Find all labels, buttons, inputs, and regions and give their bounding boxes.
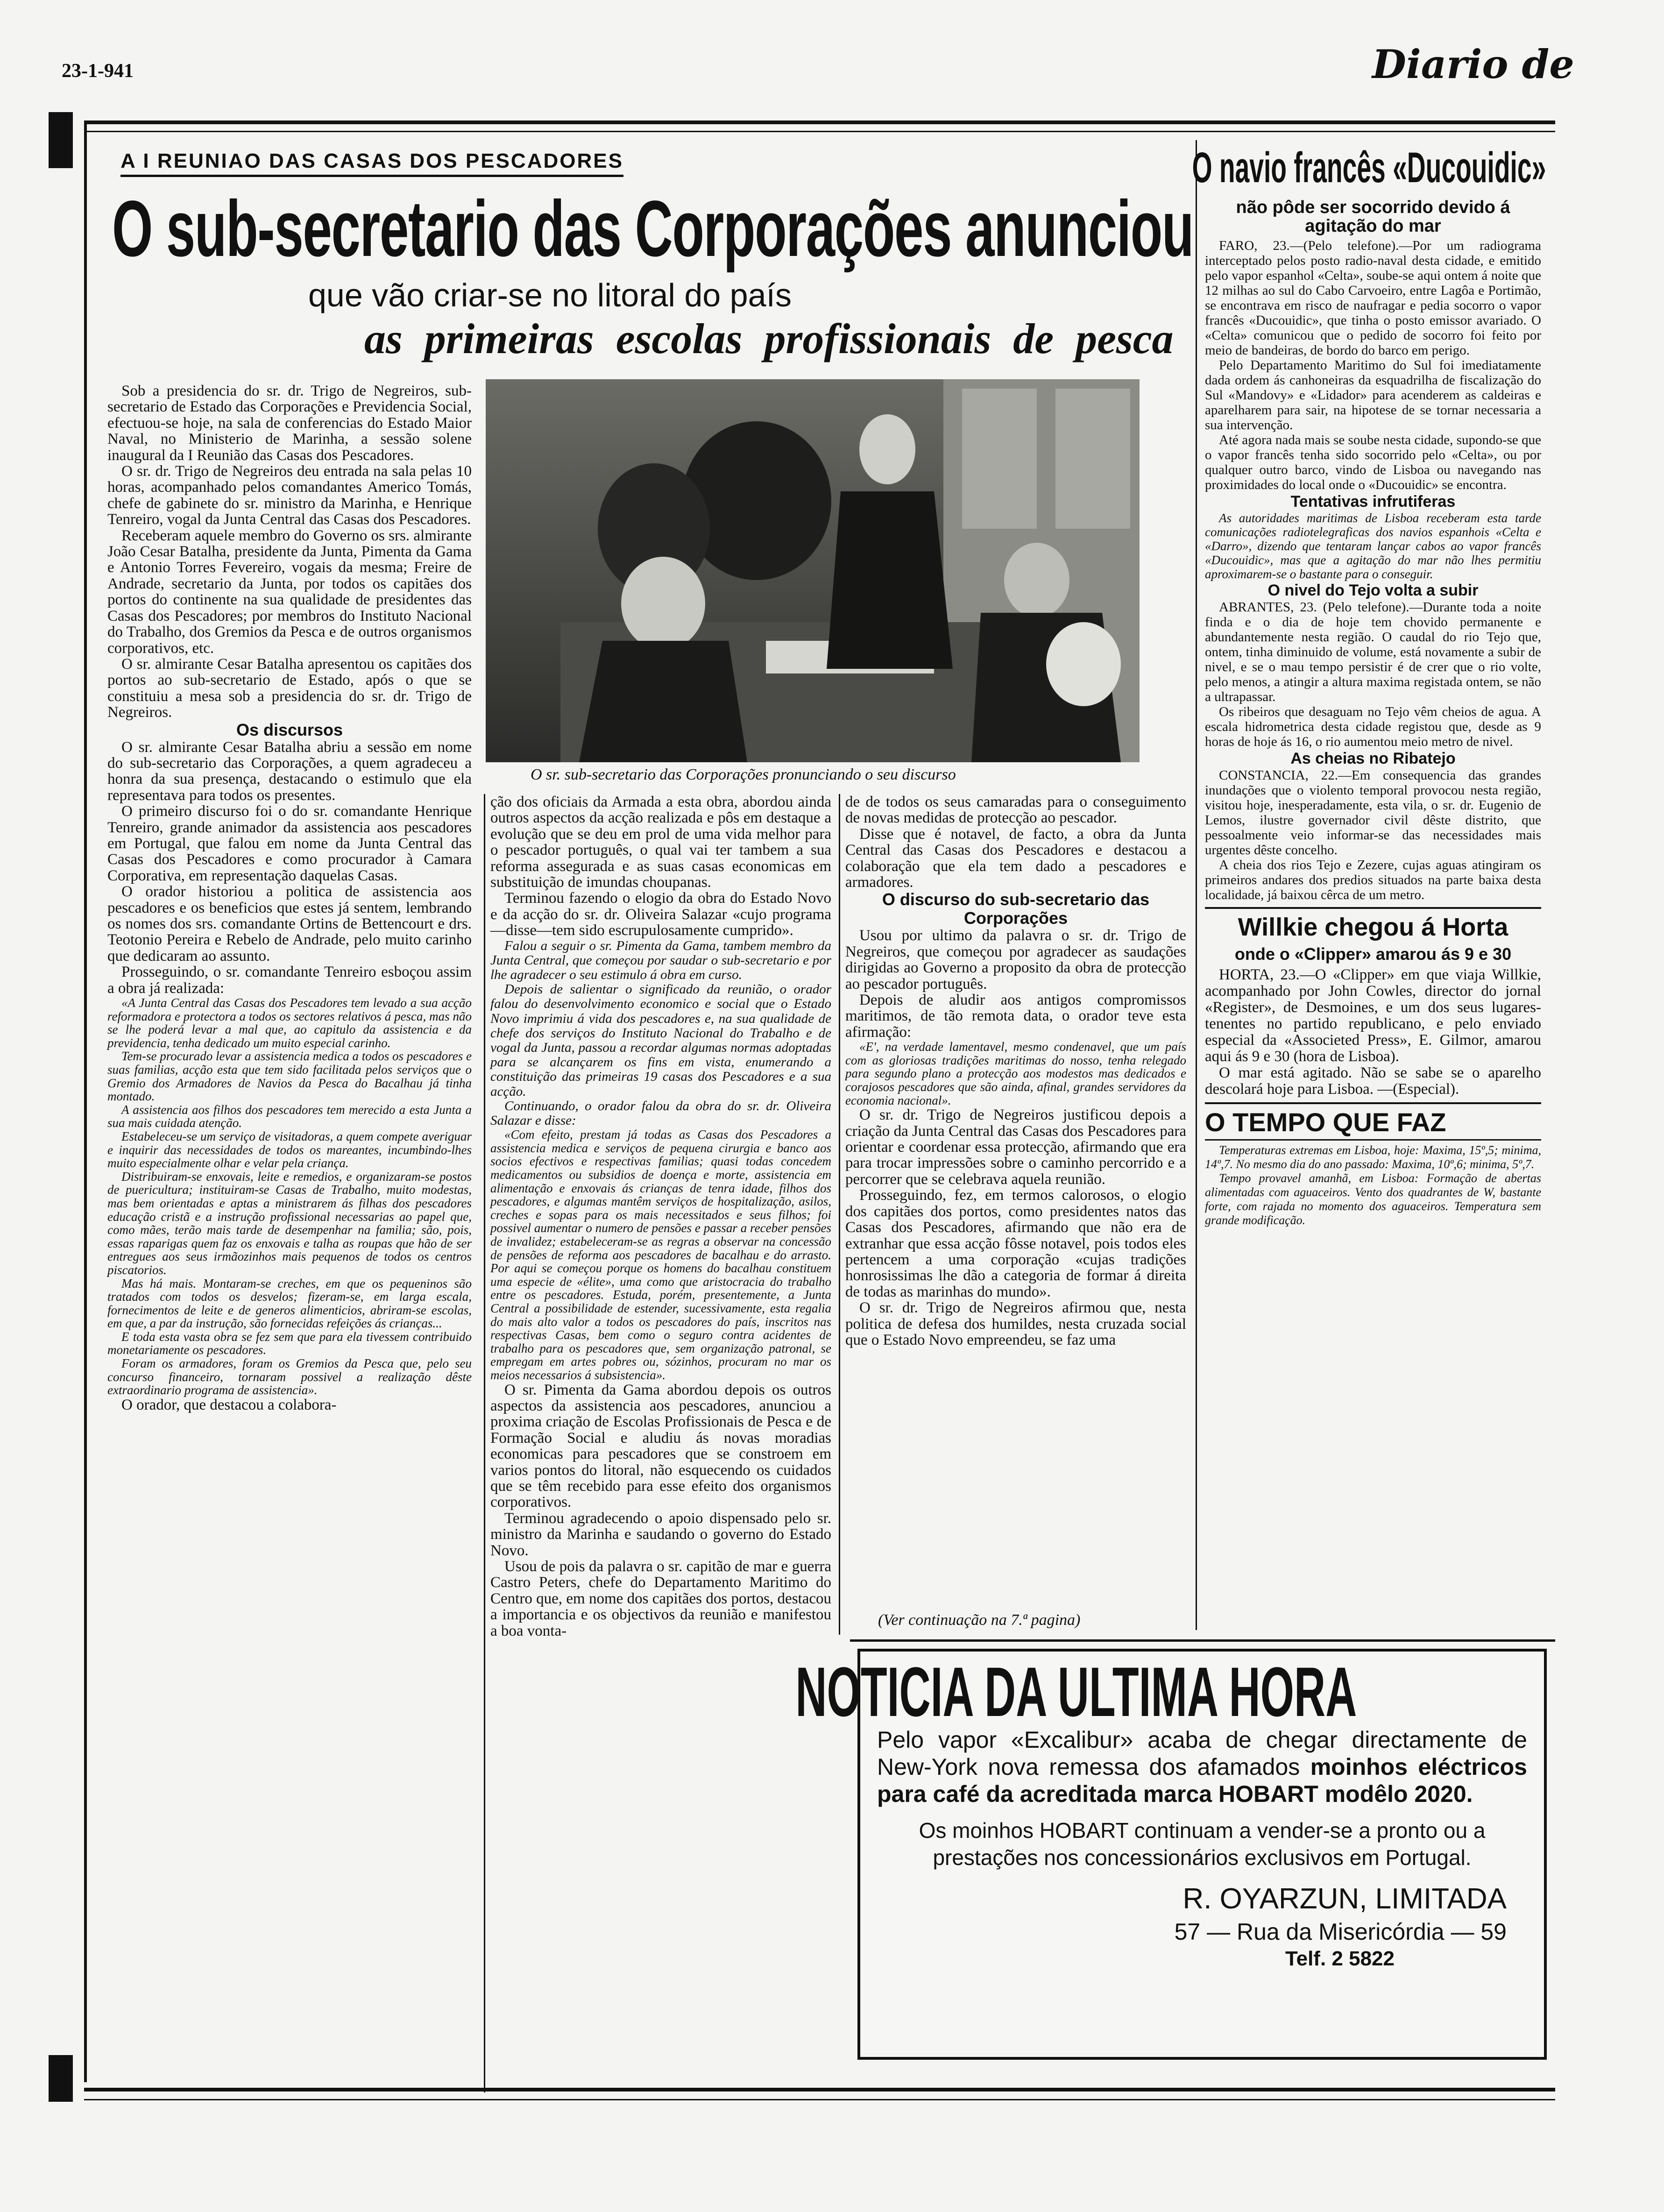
ad-company: R. OYARZUN, LIMITADA: [1183, 1883, 1507, 1915]
headline-deck-italic: as primeiras escolas profissionais de pesca: [364, 315, 1174, 362]
photo-image: [486, 379, 1140, 762]
paragraph: O sr. almirante Cesar Batalha apresentou os capitães dos portos ao sub-secretario de Estado, após o que se constituiu a mesa sob a presidencia do sr. dr. Trigo de Negreiros.: [107, 655, 472, 721]
paragraph: O primeiro discurso foi o do sr. comandante Henrique Tenreiro, grande animador da assistencia aos pescadores em Portugal, que falou em nome da Junta Central das Casas dos Pescadores e como procurador à Camara Corporativa, em representação daquelas Casas.: [107, 803, 472, 884]
ad-paragraph-1: [860, 1722, 1544, 1808]
paragraph: HORTA, 23.—O «Clipper» em que viaja Willkie, acompanhado por John Cowles, director do jornal «Register», de Desmoines, e um dos seus lugares-tenentes no partido republicano, e pelo enviado especial da «Associeted Press», E. Gilmor, amarou aqui ás 9 e 30 (hora de Lisboa).: [1205, 966, 1541, 1065]
paragraph: ABRANTES, 23. (Pelo telefone).—Durante toda a noite finda e o dia de hoje tem chovido permanente e abundantemente nesta região. O caudal do rio Tejo que, ontem, tinha diminuido de volume, está novamente a subir de nivel, e se o mau tempo persistir é de crer que o rio volte, pelo menos, a atingir a altura maxima registada ontem, se não a ultrapassar.: [1205, 600, 1541, 704]
paragraph: Terminou fazendo o elogio da obra do Estado Novo e da acção do sr. dr. Oliveira Salazar «cujo programa—disse—tem sido escrupulosamente cumprido».: [490, 890, 831, 939]
paragraph: O sr. dr. Trigo de Negreiros deu entrada na sala pelas 10 horas, acompanhado pelos comandantes Americo Tomás, chefe de gabinete do sr. ministro da Marinha, e Henrique Tenreiro, vogal da Junta Central das Casas dos Pescadores.: [107, 463, 472, 528]
paragraph: Sob a presidencia do sr. dr. Trigo de Negreiros, sub-secretario de Estado das Corporações e Previdencia Social, efectuou-se hoje, na sala de conferencias do Estado Maior Naval, no Ministerio de Marinha, a sessão solene inaugural da I Reunião das Casas dos Pescadores.: [107, 383, 472, 464]
paragraph: O orador historiou a politica de assistencia aos pescadores e os beneficios que estes já sentem, lembrando os nomes dos srs. comandante Ortins de Bettencourt e drs. Teotonio Pereira e Rebelo de Andrade, pelo muito carinho que dedicaram ao assunto.: [107, 883, 472, 964]
side-column: [1192, 140, 1546, 1625]
article-col-3: [845, 794, 1186, 1616]
col-divider: [1196, 140, 1197, 1630]
paragraph: O mar está agitado. Não se sabe se o aparelho descolará hoje para Lisboa. —(Especial).: [1205, 1064, 1541, 1098]
ad-phone: Telf. 2 5822: [1285, 1947, 1395, 1970]
footer-rule-thin: [84, 2099, 1555, 2100]
article-col-1: [107, 383, 472, 2083]
quote-paragraph: «Com efeito, prestam já todas as Casas dos Pescadores a assistencia medica e serviços de pequena cirurgia e banco aos socios efectivos e respectivas familias; quasi todas concedem medicamentos ou subsidios de doença e morte, assistencia em alimentação e enxovais ás crianças de tenra idade, filhos dos pescadores, e algumas mantêm serviços de hospitalização, asilos, creches e sopas para os mais necessitados e seus filhos; foi possivel aumentar o numero de pensões e passar a receber pensões de invalidez; estabeleceram-se as regras a observar na concessão de pensões de reforma aos pescadores de bacalhau e do arrasto. Por aqui se começou porque os homens do bacalhau constituem uma especie de «élite», uma como que aristocracia do trabalho entre os pescadores. Estuda, porém, presentemente, a Junta Central a possibilidade de estender, sucessivamente, esta regalia do mais alto valor a todos os pescadores do país, inscritos nas respectivas Casas, bem como o seguro contra acidentes de trabalho para os pescadores que, sem organização patronal, se empregam em artes pobres ou, sózinhos, procuram no mar os meios necessarios á subsistencia».: [490, 1127, 831, 1382]
paragraph: O orador, que destacou a colabora-: [121, 1396, 337, 1413]
ad-text-bold: moinhos eléctricos para café da acreditada marca HOBART modêlo 2020.: [877, 1754, 1527, 1807]
paragraph: Depois de aludir aos antigos compromissos maritimos, de tão remota data, o orador teve esta afirmação:: [845, 992, 1186, 1041]
continuation-note: (Ver continuação na 7.ª pagina): [878, 1611, 1081, 1629]
paragraph: Prosseguindo, o sr. comandante Tenreiro esboçou assim a obra já realizada:: [107, 964, 472, 997]
willkie-headline: Willkie chegou á Horta: [1238, 913, 1508, 941]
article-col-2: [490, 794, 831, 2083]
italic-paragraph: Depois de salientar o significado da reunião, o orador falou do desenvolvimento economico e social que o Estado Novo imprimiu á vida dos pescadores e, na sua qualidade de chefe dos serviços do Instituto Nacional do Trabalho e de vogal da Junta, passou a recordar algumas normas adoptadas para se alcançarem os fins em vista, enumerando a constituição das primeiras 19 casas dos Pescadores e a sua acção.: [490, 982, 831, 1099]
paragraph: FARO, 23.—(Pelo telefone).—Por um radiograma interceptado pelos posto radio-naval desta cidade, e emitido pelo vapor espanhol «Celta», soube-se aqui ontem á noite que 12 milhas ao sul do Cabo Carvoeiro, entre Lagôa e Portimão, se encontrava em risco de naufragar e pedia socorro o vapor francês «Ducouidic», que tinha o posto emissor avariado. O «Celta» comunicou que o pedido de socorro foi feito por meio de bandeiras, de bordo do barco em perigo.: [1205, 238, 1541, 358]
quote-paragraph: A assistencia aos filhos dos pescadores tem merecido a esta Junta a sua mais cuidada atenção.: [107, 1102, 472, 1130]
paragraph: CONSTANCIA, 22.—Em consequencia das grandes inundações que o violento temporal provocou nesta região, visitou hoje, inesperadamente, esta vila, o sr. dr. Eugenio de Lemos, ilustre governador civil dêste distrito, que pessoalmente veio informar-se das necessidades mais urgentes dêste concelho.: [1205, 768, 1541, 858]
headline-deck: que vão criar-se no litoral do país: [308, 277, 792, 313]
photo-caption: O sr. sub-secretario das Corporações pronunciando o seu discurso: [531, 766, 956, 783]
quote-paragraph: «E', na verdade lamentavel, mesmo condenavel, que um país com as gloriosas tradições maritimas do nosso, tenha relegado para segundo plano a protecção aos modestos mas dedicados e corajosos pescadores que são ainda, afinal, grandes servidores da economia nacional».: [845, 1040, 1186, 1107]
paragraph: Prosseguindo, fez, em termos calorosos, o elogio dos capitães dos portos, como presidentes natos das Casas dos Pescadores, afirmando que não era de extranhar que essa acção fôsse notavel, pois todos eles pertencem a uma corporação «cujas tradições honrosissimas lhe dão a categoria de formar á direita de todas as marinhas do mundo».: [845, 1187, 1186, 1300]
tempo-block: [1205, 1102, 1541, 1227]
paragraph: Usou por ultimo da palavra o sr. dr. Trigo de Negreiros, que começou por agradecer as saudações dirigidas ao Governo a proposito da obra de protecção ao pescador português.: [845, 927, 1186, 993]
italic-paragraph: Falou a seguir o sr. Pimenta da Gama, tambem membro da Junta Central, que começou por saudar o sub-secretario e por lhe agradecer o seu estimulo á obra em curso.: [490, 938, 831, 983]
header-rule-thin: [84, 131, 1555, 132]
quote-paragraph: Tem-se procurado levar a assistencia medica a todos os pescadores e suas familias, acção esta que tem sido facilitada pelos serviços que o Gremio dos Armadores de Navios da Pesca do Bacalhau já tinha montado.: [107, 1049, 472, 1104]
paragraph: Até agora nada mais se soube nesta cidade, supondo-se que o vapor francês tenha sido socorrido pelo «Celta», ou por qualquer outro barco, vindo de Lisboa ou navegando nas proximidades do local onde o «Ducouidic» se encontra.: [1205, 432, 1541, 492]
paragraph: Temperaturas extremas em Lisboa, hoje: Maxima, 15º,5; minima, 14º,7. No mesmo dia do ano passado: Maxima, 10º,6; minima, 5º,7.: [1205, 1143, 1541, 1171]
paragraph: Receberam aquele membro do Governo os srs. almirante João Cesar Batalha, presidente da Junta, Pimenta da Gama e Antonio Torres Fevereiro, vogais da mesma; Freire de Andrade, secretario da Junta, por todos os capitães dos portos do continente na sua qualidade de presidentes das Casas dos Pescadores; por membros do Instituto Nacional do Trabalho, dos Gremios da Pesca e de outros organismos corporativos, etc.: [107, 527, 472, 657]
headline-wrap: [112, 184, 1194, 273]
masthead: Diario de: [1372, 41, 1574, 87]
subhead-discurso: O discurso do sub-secretario das Corporações: [882, 890, 1150, 928]
ad-title: NOTICIA DA ULTIMA HORA: [795, 1652, 1357, 1731]
paragraph: ção dos oficiais da Armada a esta obra, abordou ainda outros aspectos da acção realizada e pôs em destaque a evolução que se deu em prol de uma vida melhor para o pescador português, o qual vai ter tambem a sua reforma assegurada e as suas casas economicas em substituição de imundas choupanas.: [490, 794, 831, 891]
paragraph: Os ribeiros que desaguam no Tejo vêm cheios de agua. A escala hidrometrica desta cidade registou que, desde as 9 horas de hoje ás 16, o rio aumentou meio metro de nivel.: [1205, 704, 1541, 749]
col-divider: [839, 794, 840, 1635]
quote-paragraph: Foram os armadores, foram os Gremios da Pesca que, pelo seu concurso financeiro, tornaram possivel a realização dêste extraordinario programa de assistencia».: [107, 1356, 472, 1397]
paragraph: Usou de pois da palavra o sr. capitão de mar e guerra Castro Peters, chefe do Departamento Maritimo do Centro que, em nome dos capitães dos portos, destacou a importancia e os objectivos da reunião e manifestou a boa vonta-: [490, 1558, 831, 1639]
quote-paragraph: E toda esta vasta obra se fez sem que para ela tivessem contribuido monetariamente os pescadores.: [107, 1329, 472, 1357]
advertisement: [795, 1649, 1547, 2060]
tempo-headline: O TEMPO QUE FAZ: [1205, 1107, 1446, 1137]
paragraph: Tempo provavel amanhã, em Lisboa: Formação de abertas alimentadas com aguaceiros. Vento dos quadrantes de W, bastante forte, com rajada no momento dos aguaceiros. Temperatura sem grande modificação.: [1205, 1171, 1541, 1227]
ducouidic-body: [1205, 238, 1541, 902]
willkie-deck: onde o «Clipper» amarou ás 9 e 30: [1234, 944, 1512, 964]
cheias-head: As cheias no Ribatejo: [1290, 750, 1456, 767]
kicker: A I REUNIAO DAS CASAS DOS PESCADORES: [120, 149, 623, 177]
ducouidic-headline: O navio francês «Ducouidic»: [1192, 144, 1546, 191]
tejo-head: O nivel do Tejo volta a subir: [1267, 581, 1479, 599]
paragraph: A cheia dos rios Tejo e Zezere, cujas aguas atingiram os primeiros andares dos predios situados na parte baixa desta localidade, já baixou cêrca de um metro.: [1205, 858, 1541, 902]
bottom-left-bar: [49, 2055, 73, 2102]
left-bar: [49, 112, 73, 168]
ducouidic-deck: não pôde ser socorrido devido á agitação do mar: [1236, 198, 1510, 236]
italic-paragraph: Continuando, o orador falou da obra do sr. dr. Oliveira Salazar e disse:: [490, 1098, 831, 1128]
willkie-body: [1205, 967, 1541, 1098]
headline: O sub-secretario das Corporações anunciou: [112, 184, 1194, 273]
ducouidic-head-wrap: [1192, 140, 1546, 196]
tempo-body: [1205, 1139, 1541, 1227]
paragraph: de de todos os seus camaradas para o conseguimento de novas medidas de protecção ao pescador.: [845, 794, 1186, 827]
paragraph: Disse que é notavel, de facto, a obra da Junta Central das Casas dos Pescadores e destacou a colaboração que ela tem dado a pescadores e armadores.: [845, 825, 1186, 891]
col-divider: [484, 794, 485, 2092]
ad-paragraph-2: Os moinhos HOBART continuam a vender-se a pronto ou a prestações nos concessionários exclusivos em Portugal.: [919, 1818, 1486, 1870]
header-rule: [84, 121, 1555, 124]
paragraph: O sr. Pimenta da Gama abordou depois os outros aspectos da assistencia aos pescadores, anunciou a proxima criação de Escolas Profissionais de Pesca e de Formação Social e aludiu ás novas moradias economicas para pescadores que se constroem em varios pontos do litoral, não esquecendo os cuidados que se têm recebido para esse efeito dos organismos corporativos.: [490, 1381, 831, 1511]
ad-title-wrap: [795, 1652, 1544, 1731]
paragraph: O sr. dr. Trigo de Negreiros justificou depois a criação da Junta Central das Casas dos Pescadores para orientar e coordenar essa protecção, afirmando que era para trocar impressões sobre o caminho percorrido e a percorrer que se celebrava aquela reunião.: [845, 1106, 1186, 1188]
ad-address: 57 — Rua da Misericórdia — 59: [1174, 1919, 1507, 1945]
quote-paragraph: Estabeleceu-se um serviço de visitadoras, a quem compete averiguar e inquirir das necessidades de todos os mareantes, incumbindo-lhes muito especialmente olhar e velar pela criança.: [107, 1129, 472, 1170]
ad-text: Pelo vapor «Excalibur» acaba de chegar directamente de New-York nova remessa dos afamados: [877, 1727, 1527, 1780]
issue-date: 23-1-941: [62, 60, 134, 82]
article-end-rule: [850, 1639, 1555, 1642]
tentativas-head: Tentativas infrutiferas: [1290, 493, 1456, 510]
paragraph: Pelo Departamento Maritimo do Sul foi imediatamente dada ordem ás canhoneiras da esquadrilha de fiscalização do Sul «Mandovy» e «Lidador» para acenderem as caldeiras e aparelharem para sair, na hipotese de se tornar necessaria a sua intervenção.: [1205, 358, 1541, 432]
paragraph: O sr. dr. Trigo de Negreiros afirmou que, nesta politica de defesa dos humildes, nesta cruzada social que o Estado Novo empreendeu, se faz uma: [845, 1299, 1186, 1348]
quote-paragraph: «A Junta Central das Casas dos Pescadores tem levado a sua acção reformadora e protectora a todos os sectores relativos á pesca, mas não se lhe poderá levar a mal que, ao capitulo da assistencia e da previdencia, tenha dedicado um muito especial carinho.: [107, 996, 472, 1050]
news-photo: [486, 379, 1140, 762]
willkie-block: [1205, 907, 1541, 1098]
col1-paragraphs: [107, 383, 472, 721]
paragraph: Terminou agradecendo o apoio dispensado pelo sr. ministro da Marinha e saudando o governo do Estado Novo.: [490, 1510, 831, 1559]
quote-paragraph: Distribuiram-se enxovais, leite e remedios, e organizaram-se postos de puericultura; instituiram-se Casas de Trabalho, muito modestas, mas bem orientadas e aptas a ministrarem ás filhas dos pescadores educação cristã e a instrução profissional necessarias ao papel que, como mães, terão mais tarde de desempenhar na familia; são, pois, essas raparigas quem faz os enxovais e talha as roupas que hão de ser entregues aos seus irmãozinhos mais pequenos de todos os centros piscatorios.: [107, 1169, 472, 1277]
left-margin-rule: [84, 121, 87, 2082]
quote-paragraph: Mas há mais. Montaram-se creches, em que os pequeninos são tratados com todos os desvelos; fizeram-se, em larga escala, fornecimentos de leite e de generos alimenticios, abriram-se escolas, em que, a par da instrução, são fornecidas refeições ás crianças...: [107, 1276, 472, 1331]
subhead-discursos: Os discursos: [236, 720, 343, 739]
tentativas-body: As autoridades maritimas de Lisboa receberam esta tarde comunicações radiotelegraficas dos navios espanhois «Celta e «Darro», dizendo que tentaram lançar cabos ao vapor francês «Ducouidic», mas que a agitação do mar não lhes permitiu aproximarem-se o bastante para o conseguir.: [1205, 511, 1541, 581]
footer-rule: [84, 2088, 1555, 2091]
paragraph: O sr. almirante Cesar Batalha abriu a sessão em nome do sub-secretario das Corporações, a quem agradeceu a honra da sua presença, destacando o estimulo que ela representava para todos os presentes.: [107, 738, 472, 804]
